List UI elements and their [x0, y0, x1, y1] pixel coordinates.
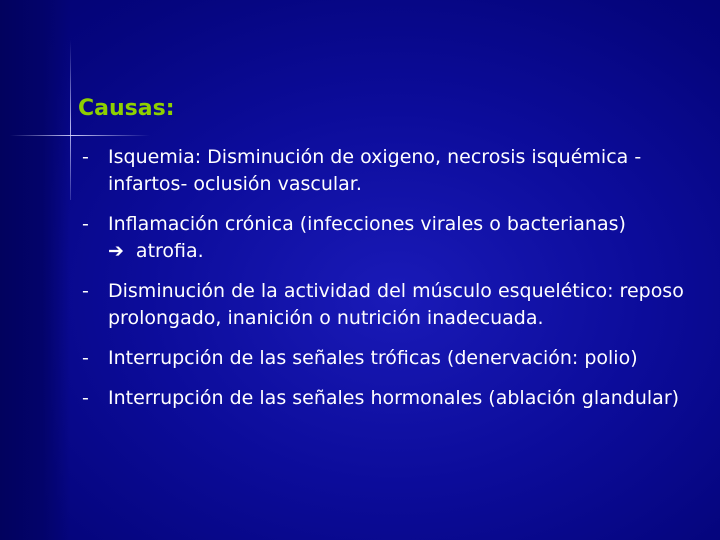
list-item	[82, 144, 702, 198]
list-item-body	[108, 211, 702, 265]
bullet-dash: -	[82, 387, 89, 409]
bullet-dash: -	[82, 280, 89, 302]
slide-heading: Causas:	[78, 96, 175, 121]
crosshair-horizontal-line	[10, 135, 150, 136]
list-item-text: Interrupción de las señales tróficas (denervación: polio)	[108, 347, 638, 369]
bullet-dash: -	[82, 213, 89, 235]
list-item	[82, 278, 702, 332]
list-item-text: Interrupción de las señales hormonales (ablación glandular)	[108, 387, 680, 409]
list-item-text: Isquemia: Disminución de oxigeno, necrosis isquémica - infartos- oclusión vascular.	[108, 146, 642, 195]
bullet-dash: -	[82, 347, 89, 369]
left-decorative-band	[0, 0, 70, 540]
list-item	[82, 211, 702, 265]
list-item-text: Disminución de la actividad del músculo esquelético: reposo prolongado, inanición o nutrición inadecuada.	[108, 280, 684, 329]
arrow-right-icon: ➔	[108, 240, 124, 262]
causes-list	[82, 144, 702, 425]
list-item-text: Inflamación crónica (infecciones virales o bacterianas)	[108, 213, 626, 235]
bullet-dash: -	[82, 146, 89, 168]
list-item-continuation: atrofia.	[135, 240, 204, 262]
list-item	[82, 345, 702, 372]
crosshair-vertical-line	[70, 40, 71, 200]
list-item	[82, 385, 702, 412]
